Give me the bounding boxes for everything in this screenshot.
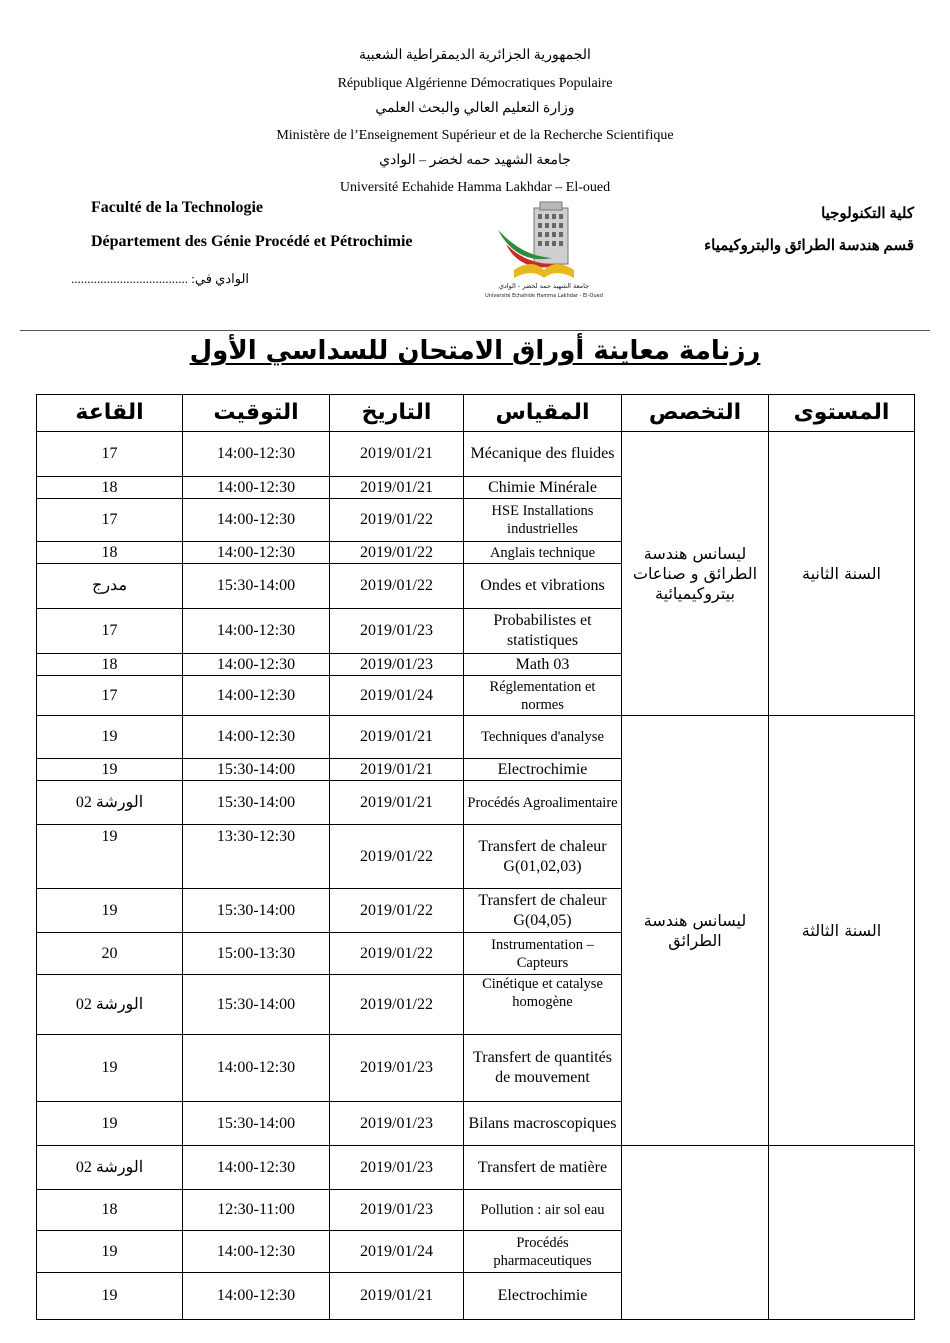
room-cell: مدرج (37, 564, 183, 609)
date-cell: 2019/01/21 (330, 759, 464, 781)
time-cell: 15:30-14:00 (183, 1102, 330, 1146)
level-cell: السنة الثالثة (769, 716, 915, 1146)
module-cell: Electrochimie (464, 759, 622, 781)
module-cell: Bilans macroscopiques (464, 1102, 622, 1146)
room-cell: 19 (37, 1273, 183, 1320)
module-cell: Ondes et vibrations (464, 564, 622, 609)
module-cell: Transfert de matière (464, 1146, 622, 1190)
header-republic-ar: الجمهورية الجزائرية الديمقراطية الشعبية (359, 48, 591, 63)
time-cell: 14:00-12:30 (183, 477, 330, 499)
date-cell: 2019/01/21 (330, 716, 464, 759)
module-cell: Math 03 (464, 654, 622, 676)
module-cell: HSE Installations industrielles (464, 499, 622, 542)
time-cell: 12:30-11:00 (183, 1190, 330, 1231)
time-cell: 15:30-14:00 (183, 759, 330, 781)
room-cell: الورشة 02 (37, 781, 183, 825)
time-cell: 14:00-12:30 (183, 1231, 330, 1273)
date-cell: 2019/01/23 (330, 1102, 464, 1146)
exam-review-schedule-table (36, 394, 915, 1320)
room-cell: 19 (37, 716, 183, 759)
date-cell: 2019/01/24 (330, 1231, 464, 1273)
date-cell: 2019/01/21 (330, 781, 464, 825)
time-cell: 14:00-12:30 (183, 1035, 330, 1102)
col-header-date: التاريخ (330, 395, 464, 432)
department-ar: قسم هندسة الطرائق والبتروكيمياء (704, 238, 914, 254)
room-cell: 19 (37, 1231, 183, 1273)
date-cell: 2019/01/21 (330, 432, 464, 477)
time-cell: 13:30-12:30 (183, 825, 330, 889)
date-cell: 2019/01/22 (330, 975, 464, 1035)
time-cell: 14:00-12:30 (183, 499, 330, 542)
time-cell: 14:00-12:30 (183, 676, 330, 716)
module-cell: Mécanique des fluides (464, 432, 622, 477)
time-cell: 15:30-14:00 (183, 889, 330, 933)
header-university-ar: جامعة الشهيد حمه لخضر – الوادي (379, 153, 571, 168)
time-cell: 14:00-12:30 (183, 716, 330, 759)
date-cell: 2019/01/22 (330, 889, 464, 933)
speciality-cell: ليسانس هندسة الطرائق و صناعات بيتروكيميائية (622, 432, 769, 716)
time-cell: 14:00-12:30 (183, 1273, 330, 1320)
university-logo-icon (485, 200, 603, 300)
table-row (37, 432, 915, 477)
room-cell: 19 (37, 1102, 183, 1146)
table-row (37, 716, 915, 759)
date-cell: 2019/01/21 (330, 1273, 464, 1320)
room-cell: 19 (37, 889, 183, 933)
room-cell: 18 (37, 477, 183, 499)
logo-caption-fr: Université Echahide Hamma Lakhdar - El-Oued (485, 293, 603, 299)
col-header-module: المقياس (464, 395, 622, 432)
time-cell: 15:00-13:30 (183, 933, 330, 975)
header-divider (20, 330, 930, 331)
date-cell: 2019/01/23 (330, 1146, 464, 1190)
date-cell: 2019/01/22 (330, 825, 464, 889)
header-republic-fr: République Algérienne Démocratiques Populaire (337, 76, 613, 91)
module-cell: Instrumentation – Capteurs (464, 933, 622, 975)
time-cell: 15:30-14:00 (183, 781, 330, 825)
date-cell: 2019/01/22 (330, 933, 464, 975)
speciality-cell: ليسانس هندسة الطرائق (622, 716, 769, 1146)
date-cell: 2019/01/23 (330, 654, 464, 676)
room-cell: الورشة 02 (37, 975, 183, 1035)
module-cell: Chimie Minérale (464, 477, 622, 499)
module-cell: Procédés pharmaceutiques (464, 1231, 622, 1273)
room-cell: 19 (37, 1035, 183, 1102)
faculty-fr: Faculté de la Technologie (91, 199, 263, 216)
time-cell: 15:30-14:00 (183, 564, 330, 609)
time-cell: 15:30-14:00 (183, 975, 330, 1035)
col-header-level: المستوى (769, 395, 915, 432)
module-cell: Procédés Agroalimentaire (464, 781, 622, 825)
room-cell: 19 (37, 825, 183, 889)
col-header-speciality: التخصص (622, 395, 769, 432)
header-ministry-fr: Ministère de l’Enseignement Supérieur et de la Recherche Scientifique (276, 128, 674, 143)
speciality-cell (622, 1146, 769, 1320)
module-cell: Transfert de quantités de mouvement (464, 1035, 622, 1102)
time-cell: 14:00-12:30 (183, 654, 330, 676)
module-cell: Transfert de chaleur G(04,05) (464, 889, 622, 933)
module-cell: Electrochimie (464, 1273, 622, 1320)
room-cell: 17 (37, 609, 183, 654)
room-cell: 20 (37, 933, 183, 975)
date-cell: 2019/01/23 (330, 1035, 464, 1102)
room-cell: الورشة 02 (37, 1146, 183, 1190)
table-header-row (37, 395, 915, 432)
header-university-fr: Université Echahide Hamma Lakhdar – El-oued (339, 180, 611, 195)
date-cell: 2019/01/22 (330, 499, 464, 542)
place-date-line: الوادي في: .................................... (71, 271, 250, 286)
level-cell (769, 1146, 915, 1320)
module-cell: Pollution : air sol eau (464, 1190, 622, 1231)
header-ministry-ar: وزارة التعليم العالي والبحث العلمي (375, 101, 575, 116)
time-cell: 14:00-12:30 (183, 432, 330, 477)
room-cell: 17 (37, 676, 183, 716)
room-cell: 17 (37, 499, 183, 542)
module-cell: Probabilistes et statistiques (464, 609, 622, 654)
room-cell: 18 (37, 1190, 183, 1231)
logo-caption-ar: جامعة الشهيد حمه لخضر - الوادي (498, 282, 590, 290)
date-cell: 2019/01/22 (330, 542, 464, 564)
col-header-room: القاعة (37, 395, 183, 432)
time-cell: 14:00-12:30 (183, 1146, 330, 1190)
table-row (37, 1146, 915, 1190)
time-cell: 14:00-12:30 (183, 542, 330, 564)
room-cell: 19 (37, 759, 183, 781)
module-cell: Techniques d'analyse (464, 716, 622, 759)
faculty-ar: كلية التكنولوجيا (821, 206, 914, 222)
date-cell: 2019/01/21 (330, 477, 464, 499)
module-cell: Transfert de chaleur G(01,02,03) (464, 825, 622, 889)
date-cell: 2019/01/23 (330, 609, 464, 654)
page-title: رزنامة معاينة أوراق الامتحان للسداسي الأول (189, 336, 761, 366)
room-cell: 18 (37, 654, 183, 676)
room-cell: 18 (37, 542, 183, 564)
time-cell: 14:00-12:30 (183, 609, 330, 654)
module-cell: Anglais technique (464, 542, 622, 564)
date-cell: 2019/01/24 (330, 676, 464, 716)
department-fr: Département des Génie Procédé et Pétrochimie (91, 233, 413, 250)
col-header-time: التوقيت (183, 395, 330, 432)
date-cell: 2019/01/22 (330, 564, 464, 609)
module-cell: Cinétique et catalyse homogène (464, 975, 622, 1035)
module-cell: Réglementation et normes (464, 676, 622, 716)
room-cell: 17 (37, 432, 183, 477)
date-cell: 2019/01/23 (330, 1190, 464, 1231)
level-cell: السنة الثانية (769, 432, 915, 716)
